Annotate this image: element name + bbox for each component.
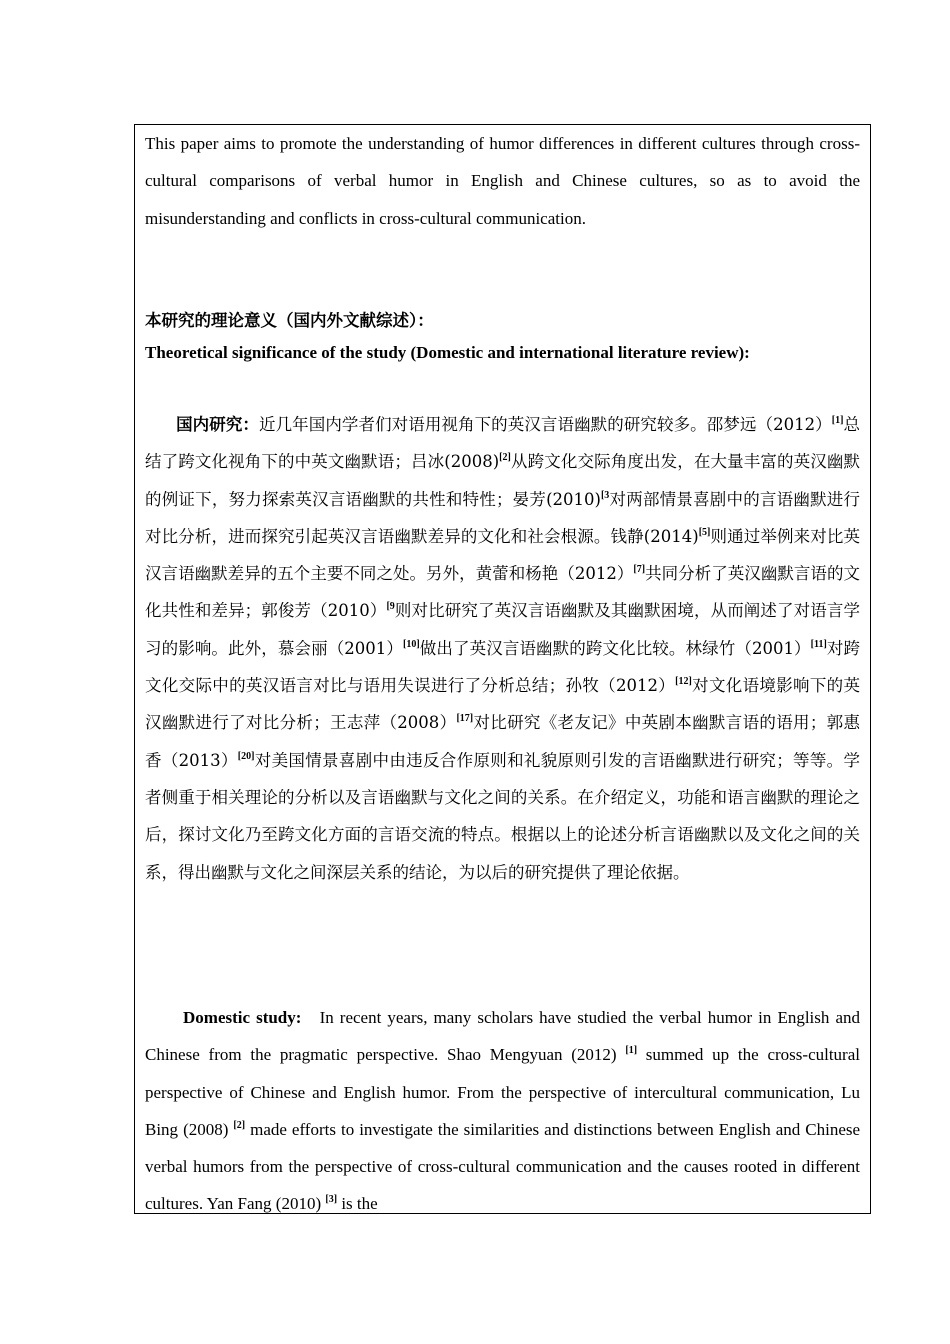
text-run: 对比研究《老友记》中英剧本幽默言语的语用；郭惠香（2013） (145, 713, 861, 770)
text-run: 对两部情景喜剧中的言语幽默进行对比分析，进而探究引起英汉言语幽默差异的文化和社会根源。钱静(2014) (145, 489, 860, 546)
text-run: 对美国情景喜剧中由违反合作原则和礼貌原则引发的言语幽默进行研究；等等。学者侧重于相关理论的分析以及言语幽默与文化之间的关系。在介绍定义，功能和语言幽默的理论之后，探讨文化乃至跨文化方面的言语交流的特点。根据以上的论述分析言语幽默以及文化之间的关系，得出幽默与文化之间深层关系的结论，为以后的研究提供了理论依据。 (145, 750, 860, 882)
section-heading-cn: 本研究的理论意义（国内外文献综述）： (145, 311, 434, 330)
citation-ref: [2] (499, 452, 511, 464)
domestic-study-paragraph-cn (145, 406, 860, 891)
citation-ref: [1] (625, 1045, 638, 1057)
text-run: 对文化语境影响下的英汉幽默进行了对比分析；王志萍（2008） (145, 676, 861, 733)
citation-ref: [5] (698, 526, 711, 538)
paragraph-lead-cn: 国内研究： (176, 415, 259, 434)
text-run: summed up the cross-cultural perspective of Chinese and English humor. From the perspective of intercultural communication, Lu Bing (2008) (145, 1045, 860, 1139)
citation-ref: [20] (237, 750, 255, 762)
text-run: 近几年国内学者们对语用视角下的英汉言语幽默的研究较多。邵梦远（2012） (259, 415, 832, 434)
intro-paragraph: This paper aims to promote the understanding of humor differences in different cultures through cross-cultural comparisons of verbal humor in English and Chinese cultures, so as to avoid the misunderstanding and conflicts in cross-cultural communication. (145, 134, 860, 228)
section-heading-en: Theoretical significance of the study (Domestic and international literature review): (145, 343, 750, 362)
text-run: 做出了英汉言语幽默的跨文化比较。林绿竹（2001） (419, 638, 811, 658)
citation-ref: [2] (233, 1119, 246, 1131)
text-run: 对跨文化交际中的英汉语言对比与语用失误进行了分析总结；孙牧（2012） (145, 638, 860, 696)
text-run: 共同分析了英汉幽默言语的文化共性和差异；郭俊芳（2010） (145, 564, 860, 621)
text-run: 则对比研究了英汉言语幽默及其幽默困境，从而阐述了对语言学习的影响。此外，慕会丽（2001） (145, 601, 860, 658)
citation-ref: [3 (600, 489, 610, 501)
citation-ref: [7] (633, 564, 646, 576)
text-run: In recent years, many scholars have studied the verbal humor in English and Chinese from the pragmatic perspective. Shao Mengyuan (2012) (145, 1008, 860, 1065)
paragraph-lead-en: Domestic study: (183, 1008, 302, 1027)
text-run: 从跨文化交际角度出发，在大量丰富的英汉幽默的例证下，努力探索英汉言语幽默的共性和特性；晏芳(2010) (145, 452, 860, 509)
citation-ref: [3] (325, 1194, 338, 1206)
citation-ref: [12] (675, 676, 692, 688)
citation-ref: [11] (810, 638, 827, 650)
domestic-study-paragraph-en (145, 999, 860, 1214)
text-run: made efforts to investigate the similarities and distinctions between English and Chinese verbal humors from the perspective of cross-cultural communication and the causes rooted in different cultures. Yan Fang (2010) (145, 1119, 861, 1214)
text-run: 总结了跨文化视角下的中英文幽默语；吕冰(2008) (145, 415, 861, 472)
text-run: is the (341, 1194, 378, 1214)
document-table-cell (134, 124, 871, 1214)
citation-ref: [9 (386, 601, 395, 613)
citation-ref: [17] (456, 713, 474, 725)
citation-ref: [10] (403, 638, 420, 650)
text-run: 则通过举例来对比英汉言语幽默差异的五个主要不同之处。另外，黄蕾和杨艳（2012） (145, 526, 861, 584)
citation-ref: [1] (831, 415, 844, 426)
